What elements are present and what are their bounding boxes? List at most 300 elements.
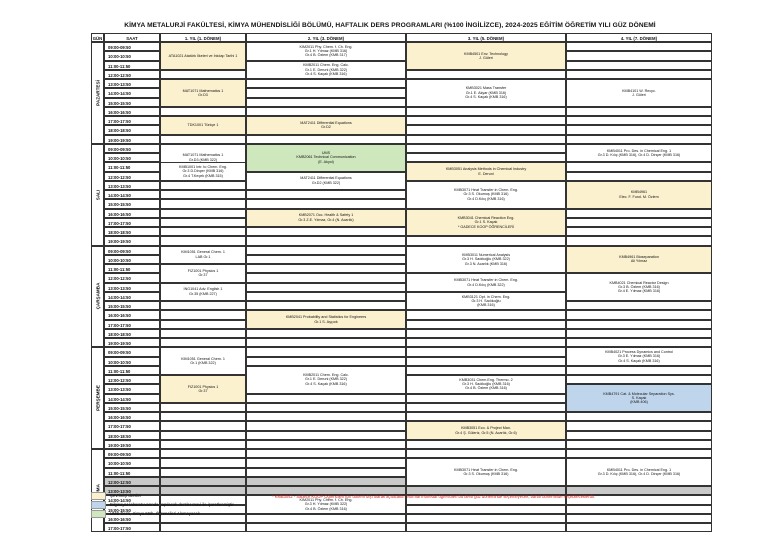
empty-cell (246, 283, 406, 292)
course-text: Gr.1 E. Deruni (KMB 322) (304, 377, 347, 382)
course-text: KMB4101 W. Recyc. (622, 88, 656, 93)
day-name: SALI (95, 189, 100, 200)
course-text: (E. Akyol) (318, 159, 334, 164)
empty-cell (566, 449, 712, 458)
course-block (406, 42, 566, 70)
empty-cell (566, 366, 712, 375)
course-text: Gr.1 H. Yılmaz (KMB 316) (304, 49, 348, 54)
course-block (246, 366, 406, 394)
time-slot: 17:00-17:50 (104, 116, 160, 125)
course-text: ATA1021 Atatürk İlkeleri ve İnkılap Tarihi 1 (168, 53, 238, 58)
course-text: MAT2411 Differential Equations (300, 120, 352, 125)
empty-cell (406, 523, 566, 532)
empty-cell (246, 273, 406, 282)
empty-cell (406, 320, 566, 329)
page-title: KİMYA METALURJİ FAKÜLTESİ, KİMYA MÜHENDİSLİĞİ BÖLÜMÜ, HAFTALIK DERS PROGRAMLARI (%100 İNGİLİZCE), 2024-2025 EĞİTİM ÖĞRETİM YILI GÜZ DÖNEMİ (124, 22, 656, 29)
course-text: * GADECE KOOP ÖĞRENCİLERİ (457, 224, 515, 229)
course-block (406, 421, 566, 440)
time-slot: 19:00-19:50 (104, 236, 160, 245)
course-block (406, 458, 566, 486)
time-slot: 14:00-14:50 (104, 394, 160, 403)
time-slot: 12:00-12:50 (104, 70, 160, 79)
course-text: Ali Yılmaz (630, 259, 648, 264)
course-text: Gr.D3 (KMB 322) (188, 157, 218, 162)
empty-cell (566, 51, 712, 60)
course-text: (KMB 406) (630, 400, 648, 405)
course-text: UMS (321, 151, 331, 156)
course-block (160, 283, 246, 302)
empty-cell (246, 468, 406, 477)
course-text: Gr.4 B. Özlem (KMB 316) (305, 506, 347, 511)
time-slot: 17:00-17:50 (104, 523, 160, 532)
course-block (566, 181, 712, 209)
course-text: KMB4961 (630, 190, 648, 195)
course-text: Gr.1 E. Akyar (KMB 316) (465, 90, 507, 95)
course-text: KMB3051 Analysis Methods in Chemical Industry (445, 167, 527, 172)
time-slot: 17:00-17:50 (104, 421, 160, 430)
course-text: KMB2011 Chem. Eng. Calc. (303, 63, 349, 68)
empty-cell (566, 338, 712, 347)
course-text: Gr.3 H. Sadıkoğlu (KMB 316) (462, 382, 510, 387)
course-text: J. Güleri (632, 92, 646, 97)
course-text: FIZ1001 Physics 1 (187, 384, 219, 389)
time-slot: 10:00-10:50 (104, 357, 160, 366)
course-text: Gr.3 S. Okumuş (KMB 316) (463, 472, 509, 477)
time-slot: 10:00-10:50 (104, 153, 160, 162)
empty-cell (406, 70, 566, 79)
course-text: KMB3021 Mass Transfer (465, 86, 507, 91)
course-text: Gr.3 B. Özlem (KMB 316) (618, 284, 660, 289)
course-text: MAT2411 Differential Equations (300, 176, 352, 181)
course-text: KIM1051 General Chem. 1 (181, 356, 225, 361)
empty-cell (566, 227, 712, 236)
empty-cell (566, 310, 712, 319)
time-slot: 14:00-14:50 (104, 190, 160, 199)
course-block (566, 144, 712, 163)
time-slot: 16:00-16:50 (104, 412, 160, 421)
empty-cell (246, 514, 406, 523)
legend-label: UMS Dersi, Kimya Müh. Öğrencileri Alamayacak (110, 511, 200, 516)
time-slot: 15:00-15:50 (104, 403, 160, 412)
course-text: KMB2041 Probability and Statistics for Engineers (285, 315, 367, 320)
header-time: SAAT (104, 33, 160, 42)
course-text: Gr.4 S. Kaçak (KMB 316) (305, 71, 347, 76)
empty-cell (160, 218, 246, 227)
time-slot: 14:00-14:50 (104, 88, 160, 97)
course-text: Gr.37 (198, 273, 208, 278)
time-slot: 16:00-16:50 (104, 514, 160, 523)
empty-cell (566, 412, 712, 421)
empty-cell (406, 347, 566, 356)
empty-cell (406, 403, 566, 412)
course-text: FIZ1001 Physics 1 (187, 268, 219, 273)
empty-cell (160, 199, 246, 208)
time-slot: 10:00-10:50 (104, 255, 160, 264)
empty-cell (246, 431, 406, 440)
empty-cell (246, 412, 406, 421)
empty-cell (406, 135, 566, 144)
course-text: Gr.4 D.Kılıç (KMB 316) (467, 196, 505, 201)
course-text: KMB2011 Chem. Eng. Calc. (303, 373, 349, 378)
course-text: KMB3031 Chem.Eng. Thermo. 2 (459, 377, 513, 382)
course-text: KMB3071 Heat Transfer in Chem. Eng. (454, 467, 518, 472)
course-block (246, 116, 406, 135)
time-slot: 09:00-09:50 (104, 144, 160, 153)
time-slot: 12:00-12:50 (104, 273, 160, 282)
empty-cell (246, 255, 406, 264)
day-name: PAZARTESİ (95, 80, 100, 106)
time-slot: 18:00-18:50 (104, 227, 160, 236)
course-text: Gr.3 Z.E. Yılmaz, Gr.4 (N. Acarlık) (298, 217, 354, 222)
time-slot: 18:00-18:50 (104, 431, 160, 440)
course-text: KIM1051 General Chem. 1 (181, 250, 225, 255)
time-slot: 11:00-11:50 (104, 162, 160, 171)
legend-swatch (91, 501, 106, 509)
time-slot: 10:00-10:50 (104, 458, 160, 467)
course-block (246, 144, 406, 172)
empty-cell (246, 403, 406, 412)
empty-cell (246, 107, 406, 116)
empty-cell (566, 135, 712, 144)
empty-cell (566, 162, 712, 171)
empty-cell (246, 246, 406, 255)
course-text: KMB2061 Technical Communication (296, 155, 356, 160)
course-text: Gr.1 E. Deruni (KMB 322) (304, 67, 347, 72)
empty-cell (160, 477, 246, 486)
course-text: KMB3041 Chemical Reaction Eng. (457, 215, 515, 220)
course-block (566, 246, 712, 274)
time-slot: 09:00-09:50 (104, 347, 160, 356)
time-slot: 12:00-12:50 (104, 375, 160, 384)
legend-label: Çevrimiçi dersler (110, 493, 142, 498)
course-block (406, 181, 566, 209)
time-slot: 15:00-15:50 (104, 199, 160, 208)
empty-cell (566, 514, 712, 523)
empty-cell (246, 301, 406, 310)
course-text: Gr.1 S. Aşçıok (314, 319, 338, 324)
course-text: KMB3071 Heat Transfer in Chem. Eng. (454, 188, 518, 193)
course-text: Gr.4 E. Yılmaz (KMB 316) (617, 289, 661, 294)
course-text: Gr.3 S. Okumuş (KMB 316) (463, 192, 509, 197)
legend-item (91, 492, 141, 499)
time-slot: 11:00-11:50 (104, 61, 160, 70)
time-slot: 15:00-15:50 (104, 98, 160, 107)
empty-cell (566, 218, 712, 227)
empty-cell (160, 135, 246, 144)
course-text: Gr.4 D.Kılıç (KMB 322) (467, 282, 505, 287)
course-text: Gr.1 S. Kaçak (474, 220, 498, 225)
legend-label: Bilgisayar laboratuvarında yapılacak dersler mavi ile işaretlenmiştir (110, 502, 234, 507)
time-slot: 11:00-11:50 (104, 264, 160, 273)
empty-cell (566, 116, 712, 125)
time-slot: 12:00-12:50 (104, 172, 160, 181)
course-text: Gr.35 (KMB 227) (189, 291, 217, 296)
course-block (566, 458, 712, 486)
empty-cell (406, 514, 566, 523)
course-text: Gr.4 S. Kaçak (KMB 316) (618, 358, 660, 363)
empty-cell (160, 449, 246, 458)
legend-item (91, 501, 234, 508)
empty-cell (246, 449, 406, 458)
empty-cell (160, 431, 246, 440)
empty-cell (566, 523, 712, 532)
day-label (91, 42, 104, 144)
course-text: TDK1001 Türkçe 1 (187, 123, 219, 128)
day-label (91, 144, 104, 246)
course-block (406, 246, 566, 274)
empty-cell (566, 320, 712, 329)
empty-cell (406, 107, 566, 116)
empty-cell (406, 412, 566, 421)
course-text: Gr.4 S. Kaçak (KMB 316) (305, 381, 347, 386)
header-year: 4. YIL (7. DÖNEM) (566, 33, 712, 42)
course-text: KMB4961 Bioseparation (619, 255, 659, 260)
empty-cell (246, 236, 406, 245)
time-slot: 09:00-09:50 (104, 246, 160, 255)
course-text: J. Güleri (479, 55, 493, 60)
empty-cell (160, 236, 246, 245)
empty-cell (406, 125, 566, 134)
course-text: E. Deruni (478, 171, 494, 176)
course-text: (KMB 316) (477, 303, 495, 308)
course-text: KMB4011 Pro. Des. in Chemical Eng. 1 (606, 148, 672, 153)
day-label (91, 347, 104, 449)
empty-cell (246, 440, 406, 449)
legend-swatch (91, 510, 106, 518)
course-text: MAT1071 Mathematics 1 (182, 153, 224, 158)
empty-cell (406, 449, 566, 458)
empty-cell (406, 394, 566, 403)
course-text: Gr.4 B. Özlem (KMB 317) (305, 53, 347, 58)
time-slot: 11:00-11:50 (104, 468, 160, 477)
course-text: KIM2011 Phy. Chem. f. Ch. Eng. (299, 498, 353, 503)
course-block (246, 310, 406, 329)
empty-cell (406, 366, 566, 375)
empty-cell (566, 61, 712, 70)
course-text: KMB1001 Intr. to Chem. Eng. (179, 165, 227, 170)
course-text: Gr.1 (KMB 322) (190, 361, 216, 366)
header-year: 1. YIL (1. DÖNEM) (160, 33, 246, 42)
empty-cell (406, 236, 566, 245)
empty-cell (160, 329, 246, 338)
course-text: Gr.D2 (321, 125, 331, 130)
time-slot: 16:00-16:50 (104, 107, 160, 116)
day-name: PERŞEMBE (95, 385, 100, 412)
empty-cell (160, 310, 246, 319)
course-block (406, 79, 566, 107)
time-slot: 15:00-15:50 (104, 301, 160, 310)
empty-cell (406, 310, 566, 319)
course-text: Gr.4 Ş. Güleriz, Gr.5 (N. Acarlık, Gr.6) (455, 430, 517, 435)
empty-cell (160, 468, 246, 477)
empty-cell (246, 264, 406, 273)
day-name: ÇARŞAMBA (95, 282, 100, 310)
course-block (566, 347, 712, 366)
empty-cell (566, 301, 712, 310)
empty-cell (566, 431, 712, 440)
empty-cell (566, 236, 712, 245)
empty-cell (566, 440, 712, 449)
course-text: Gr.3 D. Kılıç (KMB 316), Gr.4 D. Dinçer (KMB 316) (597, 153, 681, 157)
course-text: Gr.3 H. Yılmaz (KMB 322) (304, 502, 348, 507)
empty-cell (246, 227, 406, 236)
empty-cell (160, 523, 246, 532)
course-block (246, 172, 406, 191)
empty-cell (566, 125, 712, 134)
course-block (246, 61, 406, 80)
course-block (160, 42, 246, 70)
time-slot: 13:00-13:50 (104, 283, 160, 292)
course-text: KMB3051 Eco. & Project Man. (461, 426, 511, 431)
time-slot: 09:00-09:50 (104, 449, 160, 458)
time-slot: 19:00-19:50 (104, 440, 160, 449)
empty-cell (406, 357, 566, 366)
time-slot: 11:00-11:50 (104, 366, 160, 375)
empty-cell (246, 347, 406, 356)
legend-item (91, 510, 200, 517)
empty-cell (246, 421, 406, 430)
time-slot: 13:00-13:50 (104, 181, 160, 190)
time-slot: 09:00-09:50 (104, 42, 160, 51)
course-block (406, 273, 566, 292)
empty-cell (566, 42, 712, 51)
course-block (160, 246, 246, 265)
course-text: KMB3011 Numerical Analysis (461, 252, 511, 257)
course-block (160, 347, 246, 375)
empty-cell (246, 357, 406, 366)
empty-cell (160, 209, 246, 218)
empty-cell (160, 421, 246, 430)
empty-cell (246, 79, 406, 88)
course-text: S. Kaçak (631, 395, 647, 400)
course-text: Gr.3 D.Dinçer (KMB 316) (182, 169, 224, 174)
time-slot: 19:00-19:50 (104, 135, 160, 144)
empty-cell (160, 320, 246, 329)
empty-cell (246, 199, 406, 208)
legend-swatch (91, 492, 106, 500)
course-block (406, 375, 566, 394)
course-text: Gr.4 S. Kaçak (KMB 316) (465, 95, 507, 100)
empty-cell (566, 209, 712, 218)
empty-cell (246, 292, 406, 301)
day-label (91, 246, 104, 348)
course-block (160, 264, 246, 283)
course-text: KMB4011 Pro. Des. in Chemical Eng. 1 (606, 467, 672, 472)
empty-cell (160, 301, 246, 310)
time-slot: 13:00-13:50 (104, 486, 160, 495)
empty-cell (160, 70, 246, 79)
empty-cell (246, 329, 406, 338)
course-block (566, 273, 712, 301)
empty-cell (246, 338, 406, 347)
empty-cell (246, 394, 406, 403)
time-slot: 18:00-18:50 (104, 329, 160, 338)
course-text: KMB4021 Chemical Reactor Design (609, 280, 669, 285)
time-slot: 17:00-17:50 (104, 320, 160, 329)
empty-cell (406, 505, 566, 514)
course-block (246, 209, 406, 228)
time-slot: 19:00-19:50 (104, 338, 160, 347)
course-text: Gr.3 H. Sadıkoğlu (KMB 322) (462, 257, 510, 262)
header-day: GÜN (91, 33, 104, 42)
course-text: Gr.D2 (KMB 322) (311, 180, 341, 185)
time-slot: 17:00-17:50 (104, 218, 160, 227)
empty-cell (160, 403, 246, 412)
empty-cell (160, 181, 246, 190)
empty-cell (160, 338, 246, 347)
empty-cell (566, 329, 712, 338)
course-text: Gr.37 (198, 388, 208, 393)
course-block (566, 384, 712, 412)
empty-cell (406, 144, 566, 153)
empty-cell (160, 227, 246, 236)
empty-cell (160, 190, 246, 199)
empty-cell (566, 70, 712, 79)
time-slot: 16:00-16:50 (104, 209, 160, 218)
header-year: 3. YIL (5. DÖNEM) (406, 33, 566, 42)
empty-cell (160, 458, 246, 467)
empty-cell (406, 329, 566, 338)
empty-cell (246, 458, 406, 467)
empty-cell (566, 375, 712, 384)
time-slot: 14:00-14:50 (104, 292, 160, 301)
time-slot: 10:00-10:50 (104, 51, 160, 60)
empty-cell (160, 412, 246, 421)
course-text: KMB2071 Occ. Health & Safety 1 (298, 213, 354, 218)
time-slot: 16:00-16:50 (104, 310, 160, 319)
empty-cell (566, 107, 712, 116)
course-text: MAT1071 Mathematics 1 (182, 88, 224, 93)
empty-cell (160, 107, 246, 116)
course-block (160, 162, 246, 181)
empty-cell (246, 477, 406, 486)
course-text: KMB4021 Process Dynamics and Control (605, 350, 673, 355)
course-text: Gr.3 N. Acarlık (KMB 316) (464, 261, 508, 266)
empty-cell (160, 486, 246, 495)
course-block (160, 375, 246, 403)
course-block (246, 42, 406, 61)
time-slot: 14:00-14:50 (104, 495, 160, 504)
course-text: Gr.4 B. Özlem (KMB 316) (465, 386, 507, 391)
empty-cell (246, 88, 406, 97)
course-text: KMB4791 Cat. & Molecular Separation Sys. (603, 391, 675, 396)
course-text: KMB4501 Env. Technology (464, 51, 508, 56)
time-slot: 15:00-15:50 (104, 505, 160, 514)
empty-cell (566, 172, 712, 181)
header-year: 2. YIL (3. DÖNEM) (246, 33, 406, 42)
course-text: LAB Gr.1 (195, 254, 211, 259)
course-text: Gr.3 H. Sadıkoğlu (471, 298, 501, 303)
course-block (566, 79, 712, 107)
empty-cell (246, 135, 406, 144)
course-text: Gr.3 E. Yılmaz (KMB 316) (617, 354, 661, 359)
empty-cell (246, 523, 406, 532)
empty-cell (566, 421, 712, 430)
time-slot: 18:00-18:50 (104, 125, 160, 134)
time-slot: 13:00-13:50 (104, 79, 160, 88)
empty-cell (566, 505, 712, 514)
course-text: Gr.4 T.Keçek (KMB 315) (183, 173, 223, 178)
course-text: KIM2011 Phy. Chem. f. Ch. Eng. (299, 44, 353, 49)
empty-cell (406, 440, 566, 449)
empty-cell (406, 116, 566, 125)
course-text: Elec. F. Fund. M. Özlem (619, 194, 659, 199)
course-text: KMB3121 Opt. in Chem. Eng. (461, 294, 511, 299)
course-text: İNG1041 Adv. English 1 (183, 287, 223, 292)
course-text: Gr.3 D. Kılıç (KMB 316), Gr.4 D. Dinçer (KMB 316) (597, 472, 681, 477)
course-text: KMB3071 Heat Transfer in Chem. Eng. (454, 278, 518, 283)
time-slot: 12:00-12:50 (104, 477, 160, 486)
